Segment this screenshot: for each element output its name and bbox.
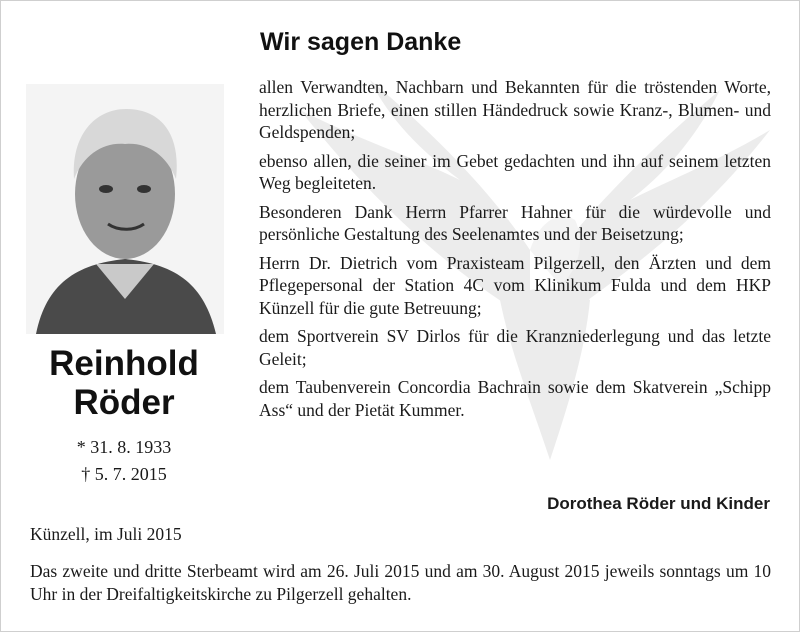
paragraph: dem Sportverein SV Dirlos für die Kranzniederlegung und das letzte Geleit;	[259, 326, 771, 369]
heading: Wir sagen Danke	[260, 28, 462, 56]
service-notice: Das zweite und dritte Sterbeamt wird am 26. Juli 2015 und am 30. August 2015 jeweils sonntags um 10 Uhr in der Dreifaltigkeitskirche zu Pilgerzell gehalten.	[30, 561, 771, 604]
paragraph: ebenso allen, die seiner im Gebet gedachten und ihn auf seinem letzten Weg begleiteten.	[259, 150, 771, 193]
paragraph: Herrn Dr. Dietrich vom Praxisteam Pilgerzell, den Ärzten und dem Pflegepersonal der Station 4C vom Klinikum Fulda und dem HKP Künzell für die gute Betreuung;	[259, 252, 771, 318]
deceased-name	[24, 344, 224, 422]
paragraph: allen Verwandten, Nachbarn und Bekannten für die tröstenden Worte, herzlichen Briefe, einen stillen Händedruck sowie Kranz-, Blumen- und Geldspenden;	[259, 77, 771, 142]
last-name: Röder	[73, 383, 175, 422]
portrait-image	[26, 84, 224, 334]
place-date: Künzell, im Juli 2015	[30, 524, 182, 544]
paragraph: Besonderen Dank Herrn Pfarrer Hahner für die würdevolle und persönliche Gestaltung des Seelenamtes und der Beisetzung;	[259, 201, 771, 244]
death-date: † 5. 7. 2015	[81, 464, 167, 484]
paragraph: dem Taubenverein Concordia Bachrain sowie dem Skatverein „Schipp Ass“ und der Pietät Kummer.	[259, 377, 771, 420]
birth-date: * 31. 8. 1933	[76, 437, 172, 457]
thanks-text	[259, 76, 771, 427]
portrait-photo	[26, 84, 224, 334]
first-name: Reinhold	[49, 344, 199, 383]
signature: Dorothea Röder und Kinder	[547, 494, 770, 513]
life-dates	[24, 434, 224, 488]
